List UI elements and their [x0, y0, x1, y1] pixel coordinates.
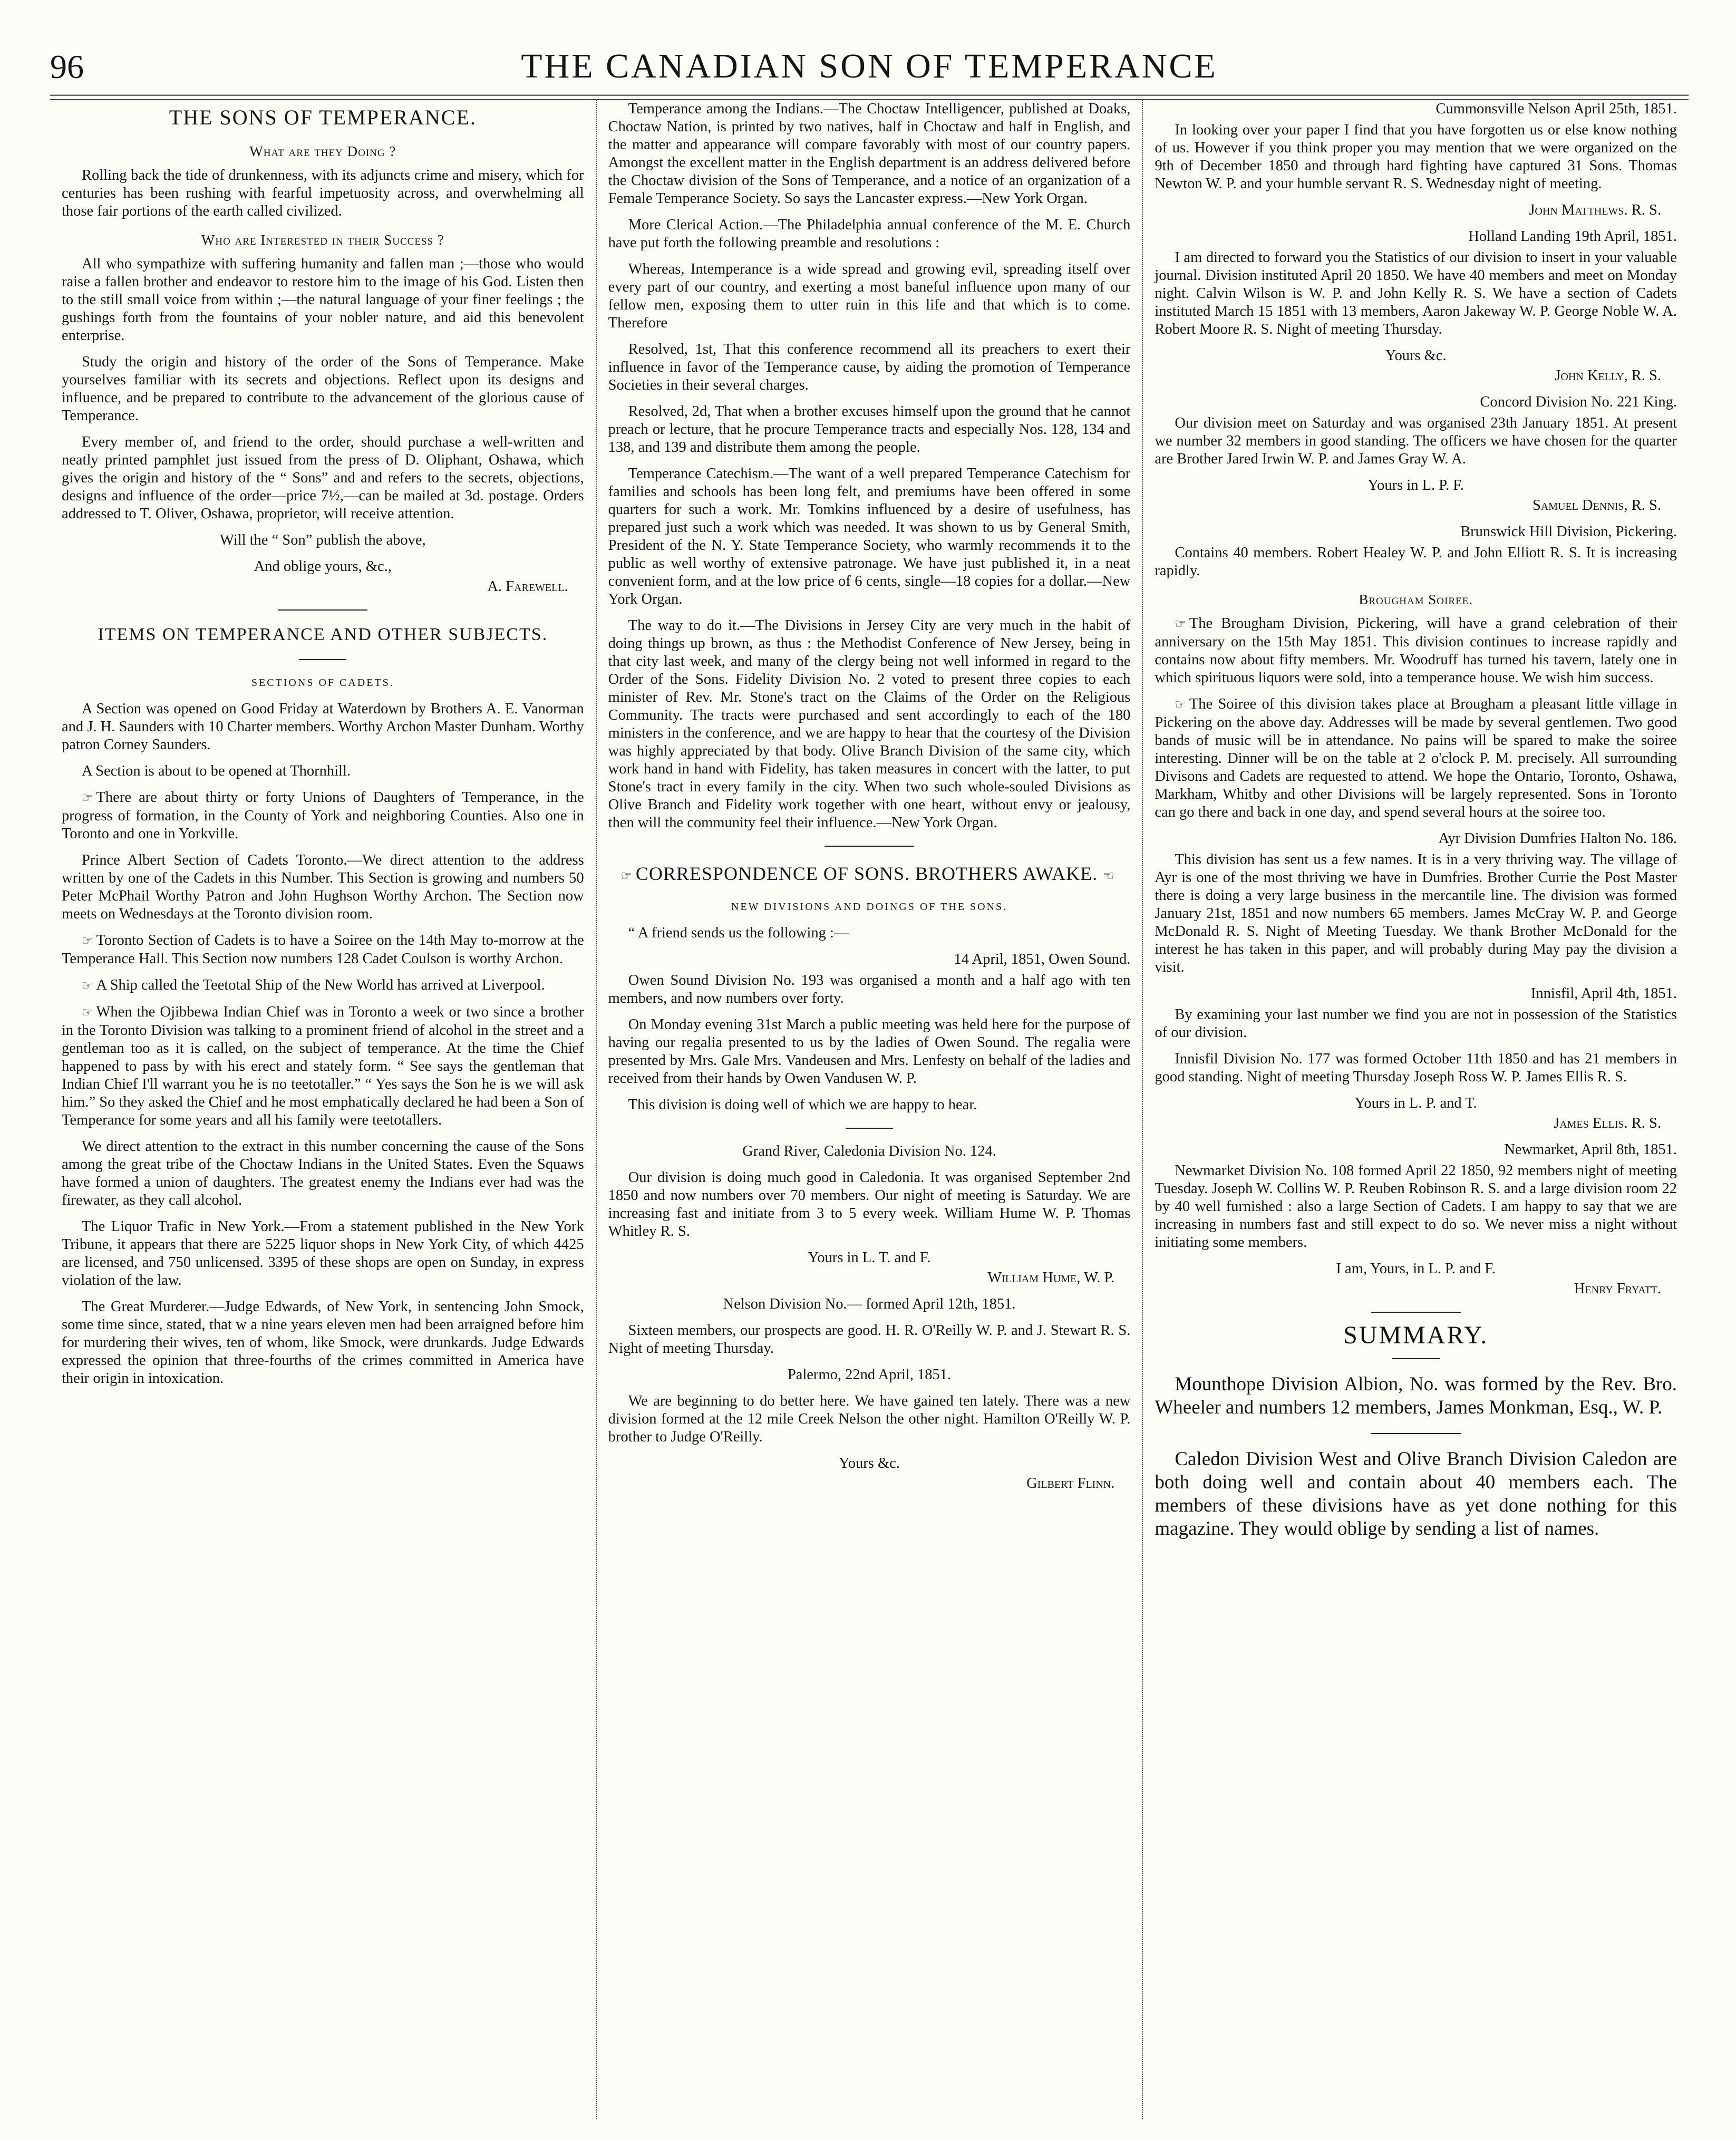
paragraph-text: The Soiree of this division takes place at Brougham a pleasant little village in Pickering on the above day. Addresses will be made by several gentlemen. Two good bands of music will be in attendance. No pains will be spared to make the soiree interesting. Dinner will be on the table at 2 o'clock P. M. precisely. All surrounding Divisons and Cadets are requested to attend. We hope the Ontario, Toronto, Oshawa, Markham, Whitby and other Divisions will be largely represented. Sons in Toronto can go there and back in one day, and spend several hours at the soiree too.	[1155, 696, 1677, 820]
divider	[299, 659, 346, 660]
paragraph: Our division is doing much good in Caledonia. It was organised September 2nd 1850 and now numbers over 70 members. Our night of meeting is Saturday. We are increasing fast and initiate from 3 to 5 every week. William Hume W. P. Thomas Whitley R. S.	[608, 1169, 1131, 1240]
paragraph: Prince Albert Section of Cadets Toronto.—We direct attention to the address written by one of the Cadets in this Number. This Section is growing and numbers 50 Peter McPhail Worthy Patron and John Hughson Worthy Archon. The Section now meets on Wednesdays at the Toronto division room.	[62, 852, 584, 922]
paragraph: Owen Sound Division No. 193 was organised a month and a half ago with ten members, and now numbers over forty.	[608, 972, 1131, 1006]
divider	[1371, 1312, 1461, 1313]
signature: William Hume, W. P.	[987, 1270, 1115, 1286]
dateline: 14 April, 1851, Owen Sound.	[954, 951, 1131, 967]
signature: Gilbert Flinn.	[1026, 1475, 1115, 1492]
paragraph: Newmarket Division No. 108 formed April 22 1850, 92 members night of meeting Tuesday. Joseph W. Collins W. P. Reuben Robinson R. S. and a large division room 22 by 40 well furnished : also a large Section of Cadets. I am happy to say that we are increasing in numbers fast and still expect to do so. We never miss a night without initiating some members.	[1155, 1163, 1677, 1251]
subheading: NEW DIVISIONS AND DOINGS OF THE SONS.	[731, 901, 1008, 913]
paragraph	[1155, 615, 1677, 687]
page-header	[50, 37, 1689, 95]
dateline: Palermo, 22nd April, 1851.	[787, 1367, 952, 1383]
correspondence-title-text: CORRESPONDENCE OF SONS. BROTHERS AWAKE.	[635, 863, 1098, 884]
column-3	[1142, 100, 1689, 2119]
paragraph: Yours in L. P. F.	[1368, 477, 1464, 493]
column-2	[596, 100, 1142, 2119]
paragraph: Rolling back the tide of drunkenness, with its adjuncts crime and misery, which for centuries has been rushing with fearful impetuosity across, and overwhelming all those fair portions of the earth called civilized.	[62, 167, 584, 219]
paragraph: A Section is about to be opened at Thornhill.	[82, 763, 351, 779]
pointing-hand-icon: ☜	[1103, 869, 1115, 883]
paragraph: I am, Yours, in L. P. and F.	[1336, 1261, 1496, 1277]
dateline: Holland Landing 19th April, 1851.	[1468, 228, 1677, 245]
divider	[278, 609, 367, 611]
paragraph: Will the “ Son” publish the above,	[220, 532, 426, 548]
paragraph: I am directed to forward you the Statistics of our division to insert in your valuable journal. Division instituted April 20 1850. We have 40 members and meet on Monday night. Calvin Wilson is W. P. and John Kelly R. S. We have a section of Cadets instituted March 15 1851 with 13 members, Aaron Jakeway W. P. George Noble W. A. Robert Moore R. S. Night of meeting Thursday.	[1155, 249, 1677, 337]
subheading: Brougham Soiree.	[1359, 592, 1473, 607]
paragraph: Resolved, 2d, That when a brother excuses himself upon the ground that he cannot preach or lecture, that he procure Temperance tracts and especially Nos. 128, 134 and 138, and 139 and distribute them among the people.	[608, 403, 1131, 456]
pointing-hand-icon: ☞	[1175, 617, 1186, 631]
summary-title: SUMMARY.	[1343, 1321, 1489, 1349]
paragraph: This division is doing well of which we are happy to hear.	[628, 1097, 977, 1113]
pointing-hand-icon: ☞	[1175, 698, 1186, 712]
paragraph: All who sympathize with suffering humanity and fallen man ;—those who would raise a fallen brother and endeavor to restore him to the image of his God. Listen then to the still small voice from within ;—the natural language of your finer feelings ; the gushings forth from the fountains of your nobler nature, and aid this benevolent enterprise.	[62, 256, 584, 344]
divider	[825, 846, 914, 847]
signature: John Kelly, R. S.	[1555, 367, 1662, 384]
paragraph	[62, 932, 584, 968]
paragraph-text: The Brougham Division, Pickering, will have a grand celebration of their anniversary on the 15th May 1851. This division continues to increase rapidly and contains now about fifty members. Mr. Woodruff has turned his tavern, lately one in which spirituous liquors were sold, into a temperance house. We wish him success.	[1155, 615, 1677, 686]
paragraph-text: When the Ojibbewa Indian Chief was in Toronto a week or two since a brother in the Toronto Division was talking to a prominent friend of alcohol in the street and a gentleman too as it is called, on the subject of temperance. At the time the Chief happened to pass by with his erect and stately form. “ See says the gentleman that Indian Chief I'll warrant you he is no teetotaller.” “ Yes says the Son he is we will ask him.” So they asked the Chief and he most emphatically declared he had been a Son of Temperance for some years and all his family were teetotallers.	[62, 1004, 584, 1128]
paragraph: Caledon Division West and Olive Branch Division Caledon are both doing well and contain about 40 members each. The members of these divisions have as yet done nothing for this magazine. They would oblige by sending a list of names.	[1155, 1448, 1677, 1539]
correspondence-title	[608, 863, 1131, 887]
pointing-hand-icon: ☞	[82, 1006, 93, 1020]
paragraph: Our division meet on Saturday and was organised 23th January 1851. At present we number 32 members in good standing. The officers we have chosen for the quarter are Brother Jared Irwin W. P. and James Gray W. A.	[1155, 415, 1677, 467]
dateline: Newmarket, April 8th, 1851.	[1504, 1141, 1677, 1158]
dateline: Cummonsville Nelson April 25th, 1851.	[1436, 101, 1677, 117]
pointing-hand-icon: ☞	[82, 791, 93, 805]
signature: Samuel Dennis, R. S.	[1532, 497, 1662, 514]
paragraph: Yours &c.	[839, 1455, 900, 1471]
divider	[846, 1128, 893, 1129]
signature: John Matthews. R. S.	[1529, 202, 1662, 218]
header-rule	[50, 94, 1689, 100]
subheading: What are they Doing ?	[249, 143, 396, 159]
paragraph: This division has sent us a few names. It is in a very thriving way. The village of Ayr is one of the most thriving we have in Dumfries. Brother Currie the Post Master there is doing a very large business in the mercantile line. The division was formed January 21st, 1851 and now numbers 65 members. James McCray W. P. and George McDonald R. S. Night of Meeting Tuesday. We thank Brother McDonald for the interest he has taken in this paper, and will probably during May pay the division a visit.	[1155, 851, 1677, 975]
paragraph: We are beginning to do better here. We have gained ten lately. There was a new division formed at the 12 mile Creek Nelson the other night. Hamilton O'Reilly W. P. brother to Judge O'Reilly.	[608, 1393, 1131, 1445]
signature: A. Farewell.	[487, 578, 568, 595]
paragraph: On Monday evening 31st March a public meeting was held here for the purpose of having our regalia presented to us by the ladies of Owen Sound. The regalia were presented by Mrs. Gale Mrs. Vandeusen and Mrs. Lenfesty on behalf of the ladies and received from their hands by Owen Vandusen W. P.	[608, 1016, 1131, 1087]
paragraph: Resolved, 1st, That this conference recommend all its preachers to exert their influence in favor of the Temperance cause, by aiding the promotion of Temperance Societies in their several charges.	[608, 341, 1131, 393]
paragraph: Yours in L. P. and T.	[1354, 1095, 1477, 1111]
subheading: SECTIONS OF CADETS.	[251, 677, 394, 689]
article-columns	[50, 100, 1689, 2119]
pointing-hand-icon: ☞	[620, 869, 633, 883]
paragraph	[62, 976, 584, 995]
paragraph: Study the origin and history of the order of the Sons of Temperance. Make yourselves familiar with its secrets and objections. Reflect upon its designs and influence, and be prepared to contribute to the advancement of the glorious cause of Temperance.	[62, 354, 584, 424]
dateline: Concord Division No. 221 King.	[1480, 394, 1677, 410]
paragraph: Yours &c.	[1385, 347, 1447, 364]
paragraph: The way to do it.—The Divisions in Jersey City are very much in the habit of doing things up brown, as thus : the Methodist Conference of New Jersey, being in that city last week, and many of the clergy being not well informed in regard to the Order of the Sons. Fidelity Division No. 2 voted to present three copies to each minister of Rev. Mr. Stone's tract on the Claims of the Order on the Religious Community. The tracts were purchased and sent accordingly to each of the 180 ministers in the conference, and we are happy to hear that the courtesy of the Division was highly appreciated by that body. Olive Branch Division of the same city, which work hand in hand with Fidelity, has taken measures in concert with the latter, to put Stone's tract in every family in the city. When two such whole-souled Divisions as Olive Branch and Fidelity work together with one heart, without envy or jealousy, then will the community feel their influence.—New York Organ.	[608, 617, 1131, 831]
paragraph: In looking over your paper I find that you have forgotten us or else know nothing of us. However if you think proper you may mention that we were organized on the 9th of December 1850 and through hard fighting have captured 31 Sons. Thomas Newton W. P. and your humble servant R. S. Wednesday night of meeting.	[1155, 122, 1677, 192]
paragraph: By examining your last number we find you are not in possession of the Statistics of our division.	[1155, 1006, 1677, 1041]
paragraph-text: A Ship called the Teetotal Ship of the New World has arrived at Liverpool.	[96, 977, 545, 993]
divider	[1371, 1433, 1461, 1434]
dateline: Ayr Division Dumfries Halton No. 186.	[1438, 830, 1677, 847]
paragraph	[62, 789, 584, 843]
paragraph: Yours in L. T. and F.	[808, 1250, 931, 1266]
pointing-hand-icon: ☞	[82, 979, 93, 993]
page-number: 96	[50, 48, 84, 85]
signature: Henry Fryatt.	[1574, 1281, 1662, 1297]
paragraph: And oblige yours, &c.,	[254, 558, 392, 575]
dateline: Brunswick Hill Division, Pickering.	[1460, 524, 1677, 540]
pointing-hand-icon: ☞	[82, 934, 93, 948]
paragraph: Temperance among the Indians.—The Choctaw Intelligencer, published at Doaks, Choctaw Nation, is printed by two natives, half in Choctaw and half in English, and the matter and appearance will compare favorably with most of our country papers. Amongst the excellent matter in the English department is an address delivered before the Choctaw division of the Sons of Temperance, and a notice of an organization of a Female Temperance Society. So says the Lancaster express.—New York Organ.	[608, 101, 1131, 207]
paragraph: A Section was opened on Good Friday at Waterdown by Brothers A. E. Vanorman and J. H. Saunders with 10 Charter members. Worthy Archon Master Dunham. Worthy patron Corney Saunders.	[62, 701, 584, 753]
article-title: THE SONS OF TEMPERANCE.	[169, 105, 477, 129]
paragraph: We direct attention to the extract in this number concerning the cause of the Sons among the great tribe of the Choctaw Indians in the United States. Even the Squaws have formed a union of daughters. The greatest enemy the Indians ever had was the firewater, as they call alcohol.	[62, 1138, 584, 1208]
paragraph-text: Toronto Section of Cadets is to have a Soiree on the 14th May to-morrow at the Temperance Hall. This Section now numbers 128 Cadet Coulson is worthy Archon.	[62, 932, 584, 967]
paragraph	[1155, 695, 1677, 821]
dateline: Grand River, Caledonia Division No. 124.	[742, 1143, 996, 1159]
paragraph: The Liquor Trafic in New York.—From a statement published in the New York Tribune, it appears that there are 5225 liquor shops in New York City, of which 4425 are licensed, and 750 unlicensed. 3395 of these shops are open on Sunday, in express violation of the law.	[62, 1218, 584, 1289]
masthead: THE CANADIAN SON OF TEMPERANCE	[521, 47, 1218, 85]
paragraph: More Clerical Action.—The Philadelphia annual conference of the M. E. Church have put forth the following preamble and resolutions :	[608, 217, 1131, 251]
paragraph: “ A friend sends us the following :—	[628, 925, 849, 941]
paragraph: Temperance Catechism.—The want of a well prepared Temperance Catechism for families and schools has been long felt, and premiums have been offered in some quarters for such a work. Mr. Tomkins influenced by a desire of usefulness, has prepared just such a work which was needed. It was shown to us by General Smith, President of the N. Y. State Temperance Society, who warmly recommends it to the public as well worthy of extensive patronage. We have just published it, in a neat convenient form, and at the low price of 6 cents, single—18 copies for a dollar.—New York Organ.	[608, 466, 1131, 607]
dateline: Nelson Division No.— formed April 12th, 1851.	[723, 1296, 1016, 1312]
article-title: ITEMS ON TEMPERANCE AND OTHER SUBJECTS.	[98, 625, 548, 644]
divider	[1392, 1358, 1440, 1359]
paragraph	[62, 1003, 584, 1129]
paragraph: Innisfil Division No. 177 was formed October 11th 1850 and has 21 members in good standing. Night of meeting Thursday Joseph Ross W. P. James Ellis R. S.	[1155, 1051, 1677, 1085]
subheading: Who are Interested in their Success ?	[201, 232, 444, 248]
paragraph: Contains 40 members. Robert Healey W. P. and John Elliott R. S. It is increasing rapidly.	[1155, 545, 1677, 579]
signature: James Ellis. R. S.	[1554, 1115, 1662, 1131]
paragraph: The Great Murderer.—Judge Edwards, of New York, in sentencing John Smock, some time since, stated, that w a nine years eleven men had been arraigned before him for murdering their wives, ten of whom, like Smock, were drunkards. Judge Edwards expressed the opinion that three-fourths of the crimes committed in America have their origin in intoxication.	[62, 1299, 584, 1387]
paragraph-text: There are about thirty or forty Unions of Daughters of Temperance, in the progress of formation, in the County of York and neighboring Counties. Also one in Toronto and one in Yorkville.	[62, 789, 584, 842]
column-1	[50, 100, 596, 2119]
paragraph: Every member of, and friend to the order, should purchase a well-written and neatly printed pamphlet just issued from the press of D. Oliphant, Oshawa, which gives the origin and history of the “ Sons” and and refers to the secrets, objections, designs and influence of the order—price 7½,—can be mailed at 3d. postage. Orders addressed to T. Oliver, Oshawa, proprietor, will receive attention.	[62, 434, 584, 522]
paragraph: Sixteen members, our prospects are good. H. R. O'Reilly W. P. and J. Stewart R. S. Night of meeting Thursday.	[608, 1322, 1131, 1357]
dateline: Innisfil, April 4th, 1851.	[1530, 985, 1677, 1002]
paragraph: Whereas, Intemperance is a wide spread and growing evil, spreading itself over every part of our country, and exerting a most baneful influence upon many of our fellow men, exposing them to utter ruin in this life and that which is to come. Therefore	[608, 261, 1131, 331]
paragraph: Mounthope Division Albion, No. was formed by the Rev. Bro. Wheeler and numbers 12 members, James Monkman, Esq., W. P.	[1155, 1373, 1677, 1418]
